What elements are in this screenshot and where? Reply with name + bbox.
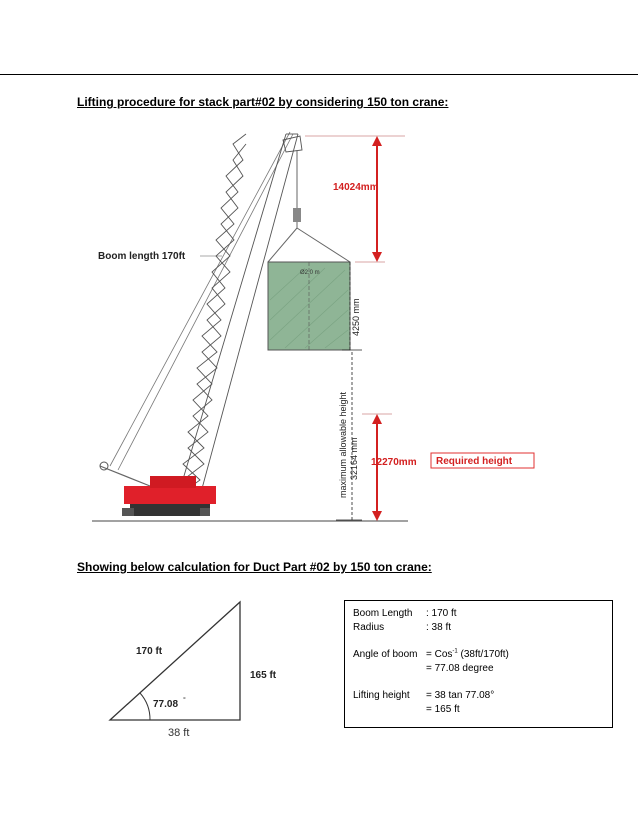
boom-length-label: Boom length 170ft xyxy=(98,251,186,262)
gantry xyxy=(100,466,150,486)
hook-block xyxy=(293,208,301,222)
lifting-height-label: Lifting height xyxy=(353,690,410,701)
radius-label: Radius xyxy=(353,622,385,633)
dimension-top-value: 14024mm xyxy=(333,182,379,193)
angle-arc xyxy=(140,693,150,720)
crane-base xyxy=(122,476,216,516)
angle-degree: ° xyxy=(183,697,186,704)
backstay-cable xyxy=(110,132,290,466)
section1-heading: Lifting procedure for stack part#02 by considering 150 ton crane: xyxy=(77,95,449,109)
boom-length-label: Boom Length xyxy=(353,608,413,619)
sling-right xyxy=(297,228,350,262)
boom-length-value: : 170 ft xyxy=(426,608,457,619)
dimension-max-value: 32164 mm xyxy=(349,437,359,480)
backstay-cable xyxy=(118,134,293,470)
calculation-box xyxy=(344,600,613,728)
dimension-max-label: maximum allowable height xyxy=(338,391,348,498)
angle-result: = 77.08 degree xyxy=(426,663,494,674)
sling-left xyxy=(268,228,297,262)
load-diameter-label: Ø2.0 m xyxy=(300,270,320,276)
angle-label: Angle of boom xyxy=(353,649,418,661)
dimension-mid-value: 4250 mm xyxy=(351,298,361,336)
section2-heading: Showing below calculation for Duct Part #02 by 150 ton crane: xyxy=(77,560,432,574)
lifting-height-result: = 165 ft xyxy=(426,704,460,715)
radius-value: : 38 ft xyxy=(426,622,452,633)
angle-label: 77.08 xyxy=(153,699,179,710)
height-label: 165 ft xyxy=(250,670,277,681)
required-value: 12270mm xyxy=(371,457,417,468)
hypotenuse-label: 170 ft xyxy=(136,646,163,657)
angle-equation: = Cos$^{-1}$ (38ft/170ft) xyxy=(426,649,509,661)
base-label: 38 ft xyxy=(168,727,190,739)
triangle-diagram xyxy=(0,590,340,750)
required-label: Required height xyxy=(436,456,513,467)
lifting-height-equation: = 38 tan 77.08° xyxy=(426,690,495,701)
